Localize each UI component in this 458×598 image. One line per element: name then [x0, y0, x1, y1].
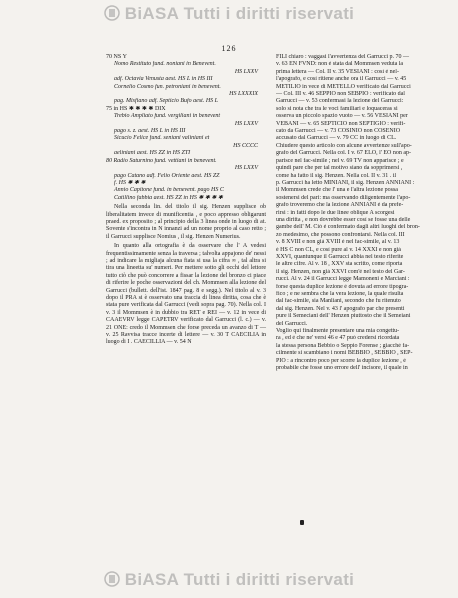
commentary-line: quindi pare che per tal motivo siano da sopprimersi , [276, 165, 403, 172]
commentary-line: zo medesimo, che possono confrontarsi. Nella col. III [276, 231, 405, 238]
commentary-line: sostenersi del pari: ma osservando diligentemente l'apo- [276, 194, 411, 201]
commentary-line: accusato dal Garrucci — v. 79 CC in luogo di CL. [276, 135, 397, 142]
commentary-line: grafo troveremo che la lezione ANNIANI è da prefe- [276, 202, 404, 209]
commentary-line: la stessa persona Bebbio o Seppio Forense ; giacchè fa- [276, 342, 410, 349]
inscription-line: Trebio Ampliato fund. vergiliani in benevent [114, 113, 221, 120]
inscription-line: aeliniani aest. HS ZZ in HS ZTI [114, 150, 191, 157]
commentary-line: cato da Garrucci — v. 73 COSINIO non COSENIO [276, 128, 401, 135]
commentary-line: pure il Semeciani dell' Henzen piuttosto che il Semeiani [276, 313, 411, 320]
ink-mark [300, 520, 304, 525]
commentary-line: v. 63 EN FVND: non è stata dal Mommsen veduta la [276, 61, 404, 68]
commentary-line: Chiudere questo articolo con alcune avvertenze sull'apo- [276, 142, 412, 149]
commentary-line: FILI chiaro : vaggasi l'avvertenza del Garrucci p. 70 — [276, 54, 410, 60]
inscription-line: Cornelio Cosmo fun. petroniani in benevent. [114, 83, 221, 90]
commentary-line: forse questa duplice lezione è dovuta ad errore tipogra- [276, 283, 409, 290]
commentary-line: parisce nel fac-simile ; nel v. 69 TV non apparisce ; e [276, 157, 404, 164]
library-logo-icon [104, 5, 120, 21]
commentary-line: del Garrucci. [276, 320, 308, 327]
commentary-line: v. 8 XVIII e non già XVIII è nel fac-simile, al v. 13 [276, 239, 400, 246]
commentary-line: è HS C non CL, e così pure al v. 14 XXXI e non già [276, 246, 401, 253]
commentary-line: grafo del Garrucci. Nella col. I v. 67 ELO, l' EO non ap- [276, 150, 411, 157]
commentary-line: gambe dell' M. Ciò è confermato dagli altri luoghi del bron- [276, 224, 420, 231]
inscription-line: 70 NS Ỹ [106, 54, 128, 60]
commentary-line: le altre cifre. Al v. 18 , XXV sta scritto, come riporta [276, 261, 403, 268]
commentary-line: dal fac-simile, sia Manliani, secondo che fu ritenuto [276, 298, 401, 305]
inscription-line: HS CCCC [233, 142, 258, 149]
commentary-line: l'apografo, e così ritiene anche ora il Garrucci — v. 45 [276, 76, 407, 83]
right-column [276, 54, 433, 372]
commentary-line: rirsi : in fatti dopo le due linee oblique A scorgesi [276, 209, 395, 216]
commentary-line: p. Garrucci ha letto MINIANI, il sig. Henzen ANNIANI : [276, 179, 415, 186]
inscription-line: pago Catano adf. Felio Oriente aest. HS ZZ [114, 172, 220, 179]
inscription-line: HS LXXV [234, 120, 258, 127]
watermark-text-top: BiASA Tutti i diritti riservati [124, 4, 355, 23]
commentary-line: il Mommsen crede che l' una e l'altra lezione possa [276, 187, 398, 194]
inscription-line: HS LXXXIX [229, 91, 258, 98]
watermark-bottom [0, 570, 458, 590]
commentary-line: VEBANI — v. 65 SEPTICIO non SEPTIGIO : verifi- [276, 120, 406, 127]
commentary-line: una diritta , e non dovrebbe esser così se fosse una delle [276, 216, 411, 223]
watermark-top [0, 4, 458, 24]
commentary-paragraph: In quanto alla ortografia è da osservare che l' A vedesi frequentissimamente senza la traversa ; talvolta appajono de' nessi ; ad indicare la migliaja alcuna fiata si usa la cifra ∞ , tal altra si tira una lineetta su' numeri. Per mettere sotto gli occhi del lettore tutto ciò che può concorrere a fissar la lezione del bronzo ci piace di riferire le poche osservazioni del ch. Mommsen alla lezione del Garrucci (bullett. dell'ist. 1847 pag. 8 e segg.). Nel titolo al v. 3 dopo il PRA si è osservato una traccia di linea diritta, cosa che è stata pure verificata dal Garrucci (vedi sopra pag. 70). Nella col. I v. 3 il Mommsen è in dubbio tra RET e REI — v. 12 in vece di CAAEVRV legge CAPETRV verificato dal Garrucci (l. c.) — v. 21 ONE: credo il Mommsen che forse preceda un avanzo di T — v. 25 Ravvisa tracce incerte di lettere — v. 30 T CAECILIA in luogo di I . CAECILLIA — v. 54 N [106, 243, 266, 346]
commentary-line: Garrucci — v. 53 confermasi la lezione del Garrucci: [276, 98, 404, 105]
commentary-line: il sig. Henzen, non già XXVI com'è nel testo del Gar- [276, 268, 405, 275]
commentary-line: come ha fatto il sig. Henzen. Nella col. II v. 31 . il [276, 172, 397, 179]
commentary-line: probabile che fosse uno errore dell' incisore, il quale in [276, 365, 408, 372]
library-logo-icon [104, 571, 120, 587]
inscription-line: f. HS ✱ ✱ ✱ [114, 179, 146, 186]
commentary-line: solo si nota che tra le voci familiari e loquaceras si [276, 105, 398, 112]
inscription-block [106, 54, 266, 202]
inscription-line: Sicucio Felice fund. seniani valiniani et [114, 135, 210, 142]
watermark-text-bottom: BiASA Tutti i diritti riservati [124, 570, 355, 589]
commentary-line: XXVI, quantunque il Garrucci abbia nel testo riferite [276, 253, 404, 260]
left-column [106, 54, 266, 347]
inscription-line: HS LXXV [234, 165, 258, 172]
commentary-line: METILIO in vece di METELLO verificato dal Garrucci [276, 83, 411, 90]
commentary-line: — Col. III v. 46 SEPPIO non SEBPIO : verificato dal [276, 91, 405, 98]
inscription-line: Annio Capitone fund. in benevent. pago HS C [114, 187, 224, 194]
commentary-line: ra , ed è che ne' versi 46 e 47 può credersi ricordata [276, 335, 400, 342]
inscription-line: 75 in HS ✱ ✱ ✱ ✱ DIX [106, 105, 166, 112]
commentary-line: prima lettera — Col. II v. 35 VESIANI : così è nel- [276, 68, 399, 75]
inscription-line: Catillino fabbia aest. HS ZZ in HS ✱ ✱ ✱ ✱ [114, 194, 223, 201]
commentary-line: Voglio qui finalmente presentare una mia congettu- [276, 328, 400, 335]
commentary-left [106, 204, 266, 347]
commentary-line: dal sig. Henzen. Nel v. 43 l' apografo par che presenti [276, 305, 405, 312]
inscription-line: pago s. z. aest. HS L in HS III [114, 128, 186, 135]
commentary-line: cilmente si scambiano i nomi BEBBIO , SEBBIO , SEP- [276, 350, 413, 357]
commentary-line: fico ; e ne sembra che la vera lezione, la quale risulta [276, 291, 404, 297]
inscription-line: Nomo Restituto fund. noniani in Benevent. [114, 61, 216, 68]
commentary-right [276, 54, 433, 372]
inscription-line: adf. Octavia Venusta aest. HS L in HS III [114, 76, 213, 83]
inscription-line: HS LXXV [234, 68, 258, 75]
inscription-line: pag. Misfiano adf. Septicio Bufo aest. HS L [114, 98, 218, 105]
commentary-line: osserva un piccolo spazio vuoto — v. 56 VESIANI per [276, 113, 408, 120]
page-number: 126 [221, 44, 237, 53]
commentary-paragraph: Nella seconda lin. del titolo il sig. Henzen supplisce ob liberalitatem invece di munificentia , e poco appresso obligarunt praed. ex proposito ; al principio della 3 linea onde in luogo di at. Sovente s'incontra in N innanzi ad un nome proprio al caso retto ; il Garrucci supplisce Nomius , il sig. Henzen Numerius. [106, 204, 266, 240]
commentary-line: rucci. Al v. 24 il Garrucci legge Mamoneni e Marciani : [276, 276, 410, 283]
inscription-line: 80 Radio Saturnino fund. vettiani in benevent. [106, 157, 217, 164]
commentary-line: PIO : a rincontro poco per scorre la duplice lezione , è [276, 357, 406, 364]
